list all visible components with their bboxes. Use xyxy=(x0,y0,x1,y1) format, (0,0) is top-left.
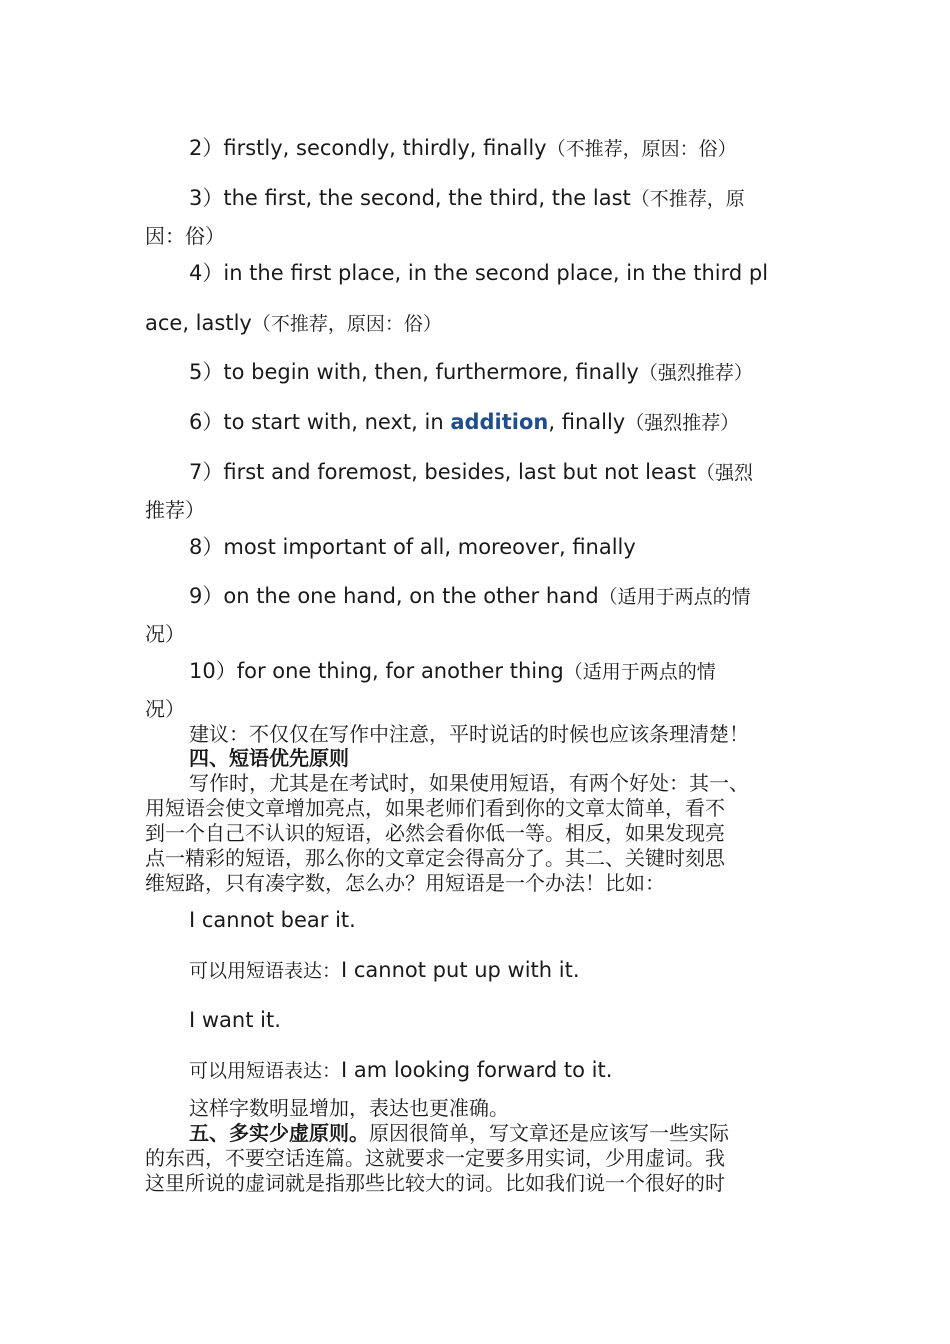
list-item-7-note: （强烈 xyxy=(695,462,753,484)
list-item-8 xyxy=(189,533,636,561)
example-sentence-text: I cannot bear it. xyxy=(189,908,356,932)
paragraph-line: 写作时，尤其是在考试时，如果使用短语，有两个好处：其一、 xyxy=(189,771,749,795)
example-phrase xyxy=(189,956,580,985)
list-item-3 xyxy=(189,184,745,213)
list-item-6-note: （强烈推荐） xyxy=(625,412,740,434)
list-item-6 xyxy=(189,408,739,437)
list-item-4-continued xyxy=(145,309,442,338)
list-item-6-text: 6）to start with, next, in xyxy=(189,410,451,434)
summary-line: 这样字数明显增加，表达也更准确。 xyxy=(189,1096,509,1120)
list-item-5-text: 5）to begin with, then, furthermore, finally xyxy=(189,360,639,384)
example-sentence-text: I want it. xyxy=(189,1008,281,1032)
section-heading-5: 五、多实少虚原则。 xyxy=(189,1121,369,1145)
paragraph-line: 到一个自己不认识的短语，必然会看你低一等。相反，如果发现亮 xyxy=(145,821,725,845)
list-item-3-continued: 因：俗） xyxy=(145,224,225,248)
section-5-text: 原因很简单，写文章还是应该写一些实际 xyxy=(369,1121,729,1145)
list-item-7 xyxy=(189,458,753,487)
list-item-4-note: （不推荐，原因：俗） xyxy=(251,313,442,335)
list-item-4-text-cont: ace, lastly xyxy=(145,311,252,335)
list-item-9 xyxy=(189,582,751,611)
list-item-9-continued: 况） xyxy=(145,622,185,646)
list-item-9-text: 9）on the one hand, on the other hand xyxy=(189,584,599,608)
list-item-4 xyxy=(189,259,768,287)
list-item-10-text: 10）for one thing, for another thing xyxy=(189,659,564,683)
list-item-10 xyxy=(189,657,716,686)
example-phrase-text: I cannot put up with it. xyxy=(341,958,580,982)
example-sentence xyxy=(189,906,356,934)
list-item-8-text: 8）most important of all, moreover, finally xyxy=(189,535,636,559)
list-item-5 xyxy=(189,358,753,387)
list-item-5-note: （强烈推荐） xyxy=(638,362,753,384)
list-item-3-text: 3）the first, the second, the third, the last xyxy=(189,186,631,210)
example-phrase-prefix: 可以用短语表达： xyxy=(189,960,342,982)
paragraph-line: 点一精彩的短语，那么你的文章定会得高分了。其二、关键时刻思 xyxy=(145,846,725,870)
example-phrase xyxy=(189,1056,612,1085)
list-item-6-text-end: , finally xyxy=(548,410,626,434)
paragraph-line: 的东西，不要空话连篇。这就要求一定要多用实词，少用虚词。我 xyxy=(145,1146,725,1170)
list-item-2-note: （不推荐，原因：俗） xyxy=(546,138,737,160)
list-item-10-continued: 况） xyxy=(145,697,185,721)
list-item-2 xyxy=(189,134,737,163)
list-item-3-note: （不推荐，原 xyxy=(630,188,745,210)
list-item-2-text: 2）firstly, secondly, thirdly, finally xyxy=(189,136,547,160)
list-item-7-continued: 推荐） xyxy=(145,498,205,522)
example-phrase-text: I am looking forward to it. xyxy=(341,1058,613,1082)
list-item-9-note: （适用于两点的情 xyxy=(598,586,751,608)
section-heading-4: 四、短语优先原则 xyxy=(189,746,349,770)
section-5-line xyxy=(189,1120,729,1146)
list-item-10-note: （适用于两点的情 xyxy=(563,661,716,683)
paragraph-line: 这里所说的虚词就是指那些比较大的词。比如我们说一个很好的时 xyxy=(145,1171,725,1195)
example-sentence xyxy=(189,1006,281,1034)
paragraph-line: 用短语会使文章增加亮点，如果老师们看到你的文章太简单，看不 xyxy=(145,796,725,820)
list-item-7-text: 7）first and foremost, besides, last but not least xyxy=(189,460,696,484)
advice-paragraph: 建议：不仅仅在写作中注意，平时说话的时候也应该条理清楚！ xyxy=(189,722,749,746)
example-phrase-prefix: 可以用短语表达： xyxy=(189,1060,342,1082)
list-item-4-text: 4）in the first place, in the second place, in the third pl xyxy=(189,261,769,285)
paragraph-line: 维短路，只有凑字数，怎么办？用短语是一个办法！比如： xyxy=(145,871,665,895)
addition-link[interactable]: addition xyxy=(450,410,549,434)
